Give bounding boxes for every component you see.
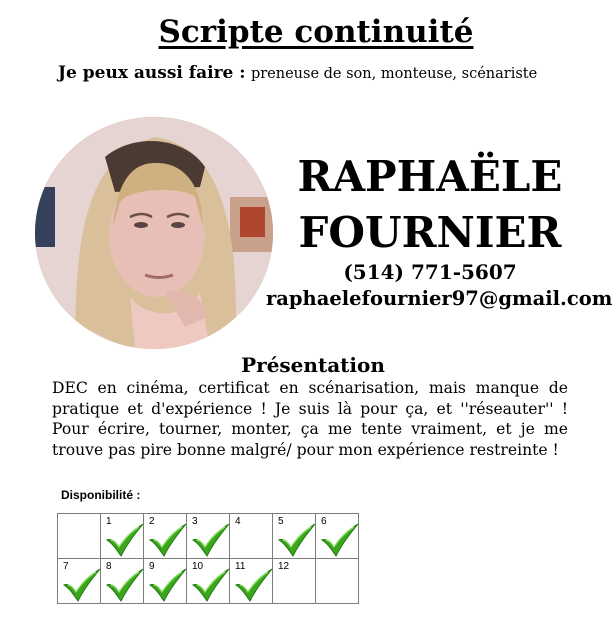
calendar-cell — [101, 514, 144, 559]
calendar-cell — [101, 559, 144, 604]
profile-photo — [35, 117, 273, 349]
calendar-day-number: 5 — [278, 516, 284, 527]
availability-calendar — [57, 513, 359, 604]
calendar-day-number: 1 — [106, 516, 112, 527]
checkmark-icon — [62, 567, 102, 603]
checkmark-icon — [148, 567, 188, 603]
also-can-do-value: preneuse de son, monteuse, scénariste — [250, 66, 538, 82]
calendar-cell — [187, 514, 230, 559]
checkmark-icon — [191, 522, 231, 558]
calendar-cell — [273, 514, 316, 559]
checkmark-icon — [277, 522, 317, 558]
availability-label: Disponibilité : — [61, 488, 141, 502]
presentation-text: DEC en cinéma, certificat en scénarisation, mais manque de pratique et d'expérience ! Je suis là pour ça, et ''réseauter'' ! Pour écrire, tourner, monter, ça me tente vraiment, et je me trouve pas pire bonne malgré/ pour mon expérience restreinte ! — [52, 379, 568, 459]
calendar-cell — [316, 559, 359, 604]
checkmark-icon — [320, 522, 360, 558]
calendar-row — [58, 559, 359, 604]
page-title: Scripte continuité — [158, 14, 474, 50]
calendar-cell — [230, 559, 273, 604]
calendar-day-number: 11 — [235, 561, 246, 572]
calendar-row — [58, 514, 359, 559]
calendar-cell — [58, 514, 101, 559]
calendar-day-number: 8 — [106, 561, 112, 572]
checkmark-icon — [148, 522, 188, 558]
last-name: FOURNIER — [298, 208, 562, 257]
checkmark-icon — [234, 567, 274, 603]
checkmark-icon — [105, 567, 145, 603]
phone-number: (514) 771-5607 — [343, 260, 517, 284]
calendar-cell — [144, 514, 187, 559]
also-can-do — [58, 63, 537, 83]
calendar-cell — [273, 559, 316, 604]
also-can-do-label: Je peux aussi faire : — [58, 63, 246, 83]
calendar-cell — [230, 514, 273, 559]
calendar-cell — [187, 559, 230, 604]
calendar-cell — [58, 559, 101, 604]
checkmark-icon — [191, 567, 231, 603]
calendar-day-number: 3 — [192, 516, 198, 527]
calendar-day-number: 6 — [321, 516, 327, 527]
calendar-day-number: 7 — [63, 561, 69, 572]
calendar-cell — [144, 559, 187, 604]
calendar-day-number: 10 — [192, 561, 204, 572]
presentation-heading: Présentation — [241, 353, 385, 377]
checkmark-icon — [105, 522, 145, 558]
email-address: raphaelefournier97@gmail.com — [266, 287, 612, 310]
calendar-day-number: 2 — [149, 516, 155, 527]
calendar-cell — [316, 514, 359, 559]
calendar-day-number: 4 — [235, 516, 241, 527]
first-name: RAPHAËLE — [297, 152, 563, 201]
calendar-day-number: 9 — [149, 561, 155, 572]
calendar-day-number: 12 — [278, 561, 290, 572]
